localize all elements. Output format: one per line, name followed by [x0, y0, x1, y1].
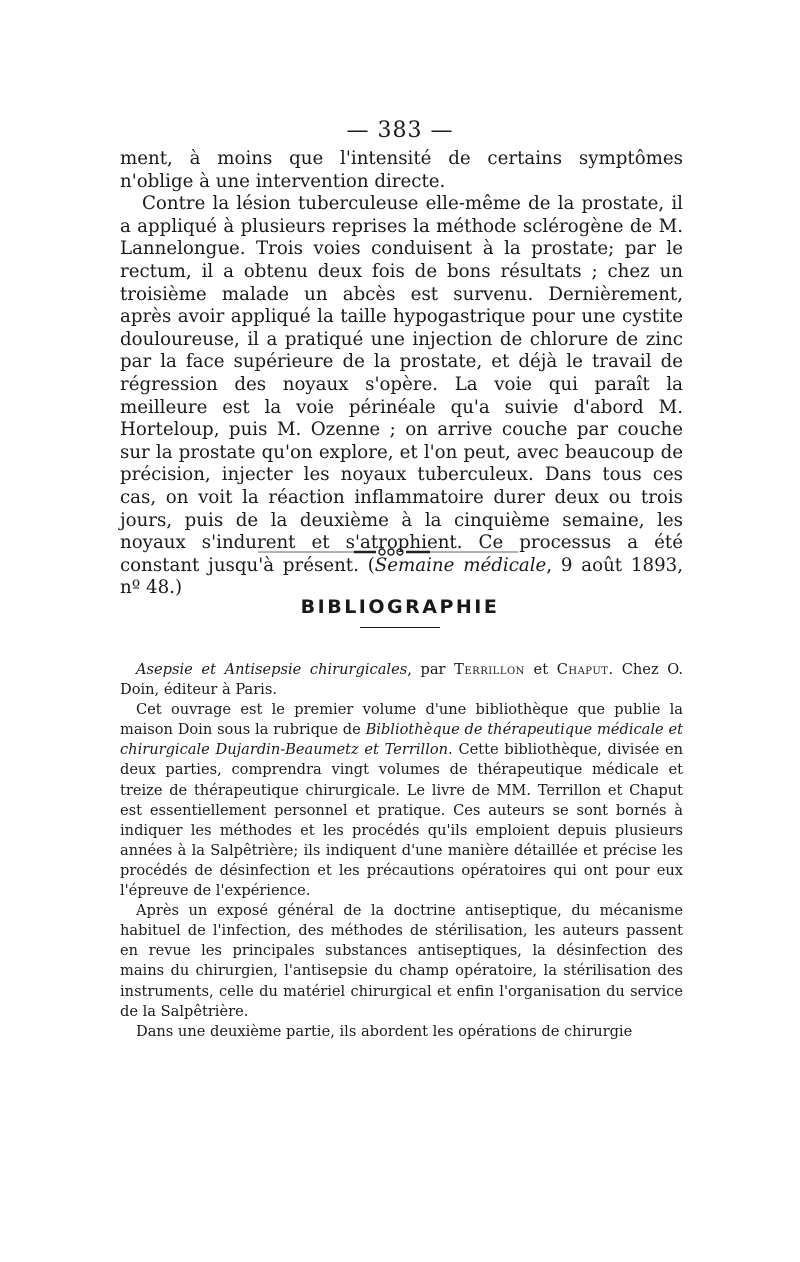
section-title: BIBLIOGRAPHIE: [300, 596, 500, 618]
author-name: Terrillon: [454, 661, 525, 678]
paragraph: Dans une deuxième partie, ils abordent les opérations de chirurgie: [136, 1022, 633, 1040]
book-review: [120, 660, 683, 1042]
paragraph: Après un exposé général de la doctrine antiseptique, du mécanisme habituel de l'infection, des méthodes de stérilisation, les auteurs passent en revue les principales substances antiseptiques, la désinfection des mains du chirurgien, l'antisepsie du champ opératoire, la stérilisation des instruments, celle du matériel chirurgical et enfin l'organisation du service de la Salpêtrière.: [120, 902, 683, 1020]
citation-details: , 9 août 1893, nº 48.): [120, 554, 683, 599]
paragraph: [120, 193, 683, 600]
book-title: Asepsie et Antisepsie chirurgicales: [136, 661, 408, 678]
publisher: . Chez O. Doin, éditeur à Paris.: [120, 661, 684, 699]
review-header: Asepsie et Antisepsie chirurgicales, par Terrillon et Chaput. Chez O. Doin, éditeur à Paris.: [120, 661, 684, 699]
page-number: — 383 —: [346, 118, 454, 143]
citation-source: Semaine médicale: [374, 554, 547, 576]
paragraph: Cet ouvrage est le premier volume d'une bibliothèque que publie la maison Doin sous la rubrique de Bibliothèque de thérapeutique médicale et chirurgicale Dujardin-Beaumetz et Terrillon. Cette bibliothèque, divisée en deux parties, comprendra vingt volumes de thérapeutique médicale et treize de thérapeutique chirurgicale. Le livre de MM. Terrillon et Chaput est essentiellement personnel et pratique. Ces auteurs se sont bornés à indiquer les méthodes et les procédés qu'ils emploient depuis plusieurs années à la Salpêtrière; ils indiquent d'une manière détaillée et précise les procédés de désinfection et les précautions opératoires qui ont pour eux l'épreuve de l'expérience.: [120, 701, 684, 900]
article-continuation: [120, 148, 683, 600]
series-title: Bibliothèque de thérapeutique médicale et chirurgicale Dujardin-Beaumetz et Terrillon.: [120, 721, 683, 759]
paragraph: ment, à moins que l'intensité de certains symptômes n'oblige à une intervention directe.: [120, 148, 683, 192]
ornamental-rule: [258, 544, 518, 560]
author-name: Chaput: [556, 661, 609, 678]
paragraph-text: Contre la lésion tuberculeuse elle-même de la prostate, il a appliqué à plusieurs reprises la méthode sclérogène de M. Lannelongue. Trois voies conduisent à la prostate; par le rectum, il a obtenu deux fois de bons résultats ; chez un troisième malade un abcès est survenu. Dernièrement, après avoir appliqué la taille hypogastrique pour une cystite douloureuse, il a pratiqué une injection de chlorure de zinc par la face supérieure de la prostate, et déjà le travail de régression des noyaux s'opère. La voie qui paraît la meilleure est la voie périnéale qu'a suivie d'abord M. Horteloup, puis M. Ozenne ; on arrive couche par couche sur la prostate qu'on explore, et l'on peut, avec beaucoup de précision, injecter les noyaux tuberculeux. Dans tous ces cas, on voit la réaction inflammatoire durer deux ou trois jours, puis de la deuxième à la cinquième semaine, les noyaux s'indurent et s'atrophient. Ce processus a été constant jusqu'à présent. (: [120, 193, 683, 576]
title-underline: [360, 627, 440, 628]
